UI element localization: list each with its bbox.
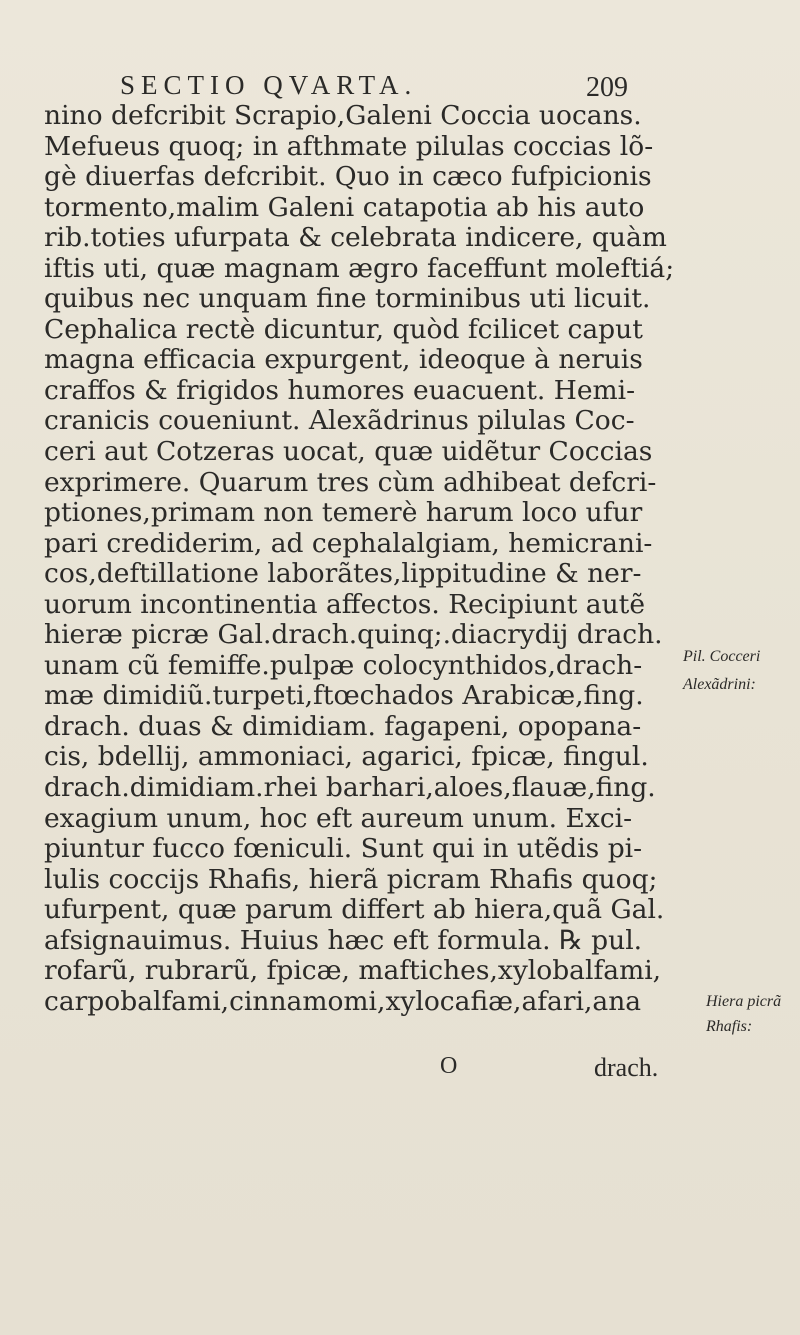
text-line: rib.toties ufurpata & celebrata indicere, quàm (44, 222, 667, 254)
text-line: cranicis coueniunt. Alexãdrinus pilulas Coc- (44, 405, 635, 437)
text-line: gè diuerfas defcribit. Quo in cæco fufpicionis (44, 161, 652, 193)
text-line: exprimere. Quarum tres cùm adhibeat defcri- (44, 466, 657, 498)
margin-note-alexandrini: Alexãdrini: (683, 676, 756, 693)
text-line: drach.dimidiam.rhei barhari,aloes,flauæ,fing. (44, 772, 656, 804)
text-line: carpobalfami,cinnamomi,xylocafiæ,afari,ana (44, 985, 642, 1017)
margin-note-pil-cocceri: Pil. Cocceri (683, 648, 761, 665)
running-head: SECTIO QVARTA. (120, 70, 418, 100)
text-line: magna efficacia expurgent, ideoque à neruis (44, 344, 643, 376)
margin-note-hiera-picra: Hiera picrã (706, 993, 782, 1010)
text-line: cos,deftillatione laborãtes,lippitudine & ner- (44, 558, 642, 590)
main-text (44, 100, 675, 1017)
text-line: Cephalica rectè dicuntur, quòd fcilicet caput (44, 313, 643, 345)
page-number: 209 (586, 72, 628, 103)
text-line: piuntur fucco fœniculi. Sunt qui in utẽdis pi- (44, 833, 643, 865)
text-line: unam cũ femiffe.pulpæ colocynthidos,drach- (44, 649, 643, 681)
text-line: tormento,malim Galeni catapotia ab his auto (44, 191, 645, 223)
text-line: drach. duas & dimidiam. fagapeni, opopana- (44, 710, 642, 742)
text-line: rofarũ, rubrarũ, fpicæ, maftiches,xylobalfami, (44, 955, 662, 987)
text-line: ptiones,primam non temerè harum loco ufur (44, 497, 643, 529)
text-line: cis, bdellij, ammoniaci, agarici, fpicæ, fingul. (44, 741, 649, 773)
text-line: exagium unum, hoc eft aureum unum. Exci- (44, 802, 633, 834)
text-line: ceri aut Cotzeras uocat, quæ uidẽtur Coccias (44, 436, 653, 468)
margin-note-rhasis: Rhafis: (706, 1018, 753, 1035)
text-line: Mefueus quoq; in afthmate pilulas coccias lõ- (44, 130, 654, 162)
text-line: pari crediderim, ad cephalalgiam, hemicrani- (44, 527, 653, 559)
text-line: hieræ picræ Gal.drach.quinq;.diacrydij drach. (44, 619, 663, 651)
text-line: craffos & frigidos humores euacuent. Hemi- (44, 374, 636, 406)
text-line: mæ dimidiũ.turpeti,ftœchados Arabicæ,fing. (44, 680, 644, 712)
text-line: ufurpent, quæ parum differt ab hiera,quã Gal. (44, 894, 665, 926)
catchword: drach. (594, 1053, 659, 1082)
text-line: iftis uti, quæ magnam ægro faceffunt moleftiá; (44, 252, 675, 284)
text-line: nino defcribit Scrapio,Galeni Coccia uocans. (44, 100, 642, 131)
signature-mark: O (440, 1053, 458, 1079)
text-line: quibus nec unquam fine torminibus uti licuit. (44, 283, 651, 315)
text-line: lulis coccijs Rhafis, hierã picram Rhafis quoq; (44, 863, 658, 895)
text-line: afsignauimus. Huius hæc eft formula. ℞ pul. (44, 924, 643, 956)
text-line: uorum incontinentia affectos. Recipiunt autẽ (44, 588, 645, 620)
